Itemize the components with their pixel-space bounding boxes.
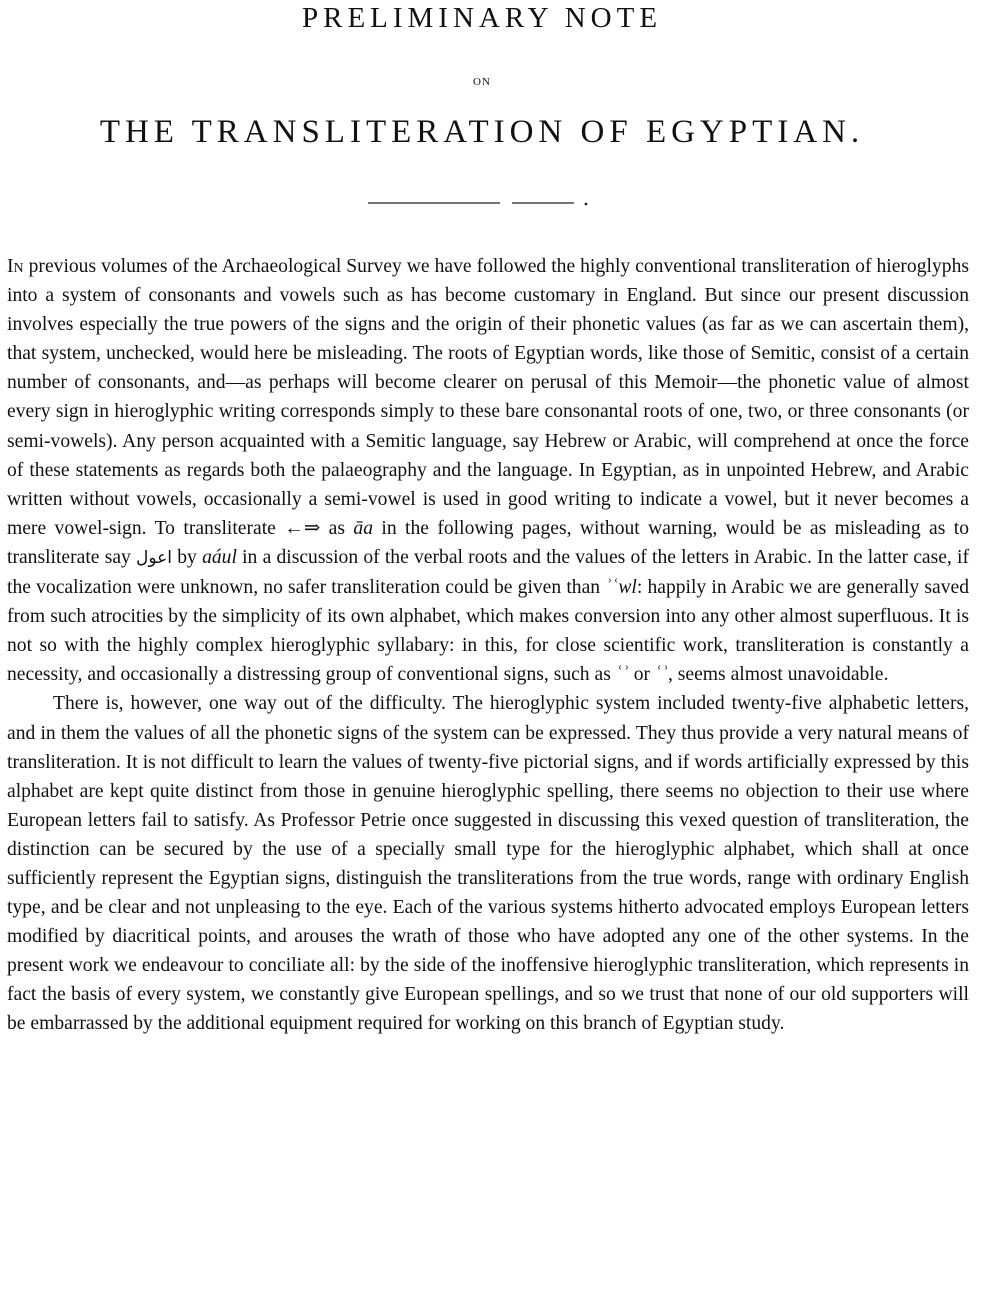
arabic-word: اعول (136, 547, 173, 568)
ornament-divider-icon (362, 198, 602, 210)
text-run: There is, however, one way out of the difficulty. The hieroglyphic system included twenty-five alphabetic letters, and in them the values of all the phonetic signs of the system can be expressed. They thus provide a very natural means of transliteration. It is not difficult to learn the values of twenty-five pictorial signs, and if words artificially expressed by this alphabet are kept quite distinct from those in genuine hieroglyphic spelling, there seems no objection to their use where European letters fail to satisfy. As Professor Petrie once suggested in discussing this vexed question of transliteration, the distinction can be secured by the use of a specially small type for the hieroglyphic alphabet, which shall at once sufficiently represent the Egyptian signs, distinguish the transliterations from the true words, range with ordinary English type, and be clear and not unpleasing to the eye. Each of the various systems hitherto advocated employs European letters modified by diacritical points, and arouses the wrath of those who have adopted any one of the other systems. In the present work we endeavour to conciliate all: by the side of the inoffensive hieroglyphic transliteration, which represents in fact the basis of every system, we constantly give European spellings, and so we trust that none of our old supporters will be embarrassed by the additional equipment required for working on this branch of Egyptian study. (7, 693, 969, 1035)
text-run: as (320, 517, 354, 539)
text-run: or (628, 664, 655, 686)
italic-transliteration: ʾʿwl (605, 577, 637, 599)
text-run: in a discussion of the verbal roots and the values of the letters in Arabic. In the latter case, if the vocalization were unknown, no safer transliteration could be given than (7, 546, 969, 599)
text-run: in the following pages, without warning, would be as misleading as to transliterate say (7, 517, 969, 568)
page-title: PRELIMINARY NOTE (301, 2, 663, 34)
paragraph-2 (7, 689, 969, 1038)
text-run: : happily in Arabic we are generally saved from such atrocities by the simplicity of its own alphabet, which makes conversion into any other almost superfluous. It is not so with the highly complex hieroglyphic syllabary: in this, for close scientific work, transliteration is constantly a necessity, and occasionally a distressing group of conventional signs, such as (7, 577, 969, 686)
italic-transliteration: ʿʾ (654, 664, 668, 686)
paragraph-lead-word: In (7, 256, 24, 277)
text-run: by (172, 546, 203, 568)
title-connector: ON (473, 76, 491, 88)
italic-transliteration: ʿʾ (615, 664, 629, 686)
body-text (7, 252, 969, 1039)
page-subtitle: THE TRANSLITERATION OF EGYPTIAN. (99, 114, 865, 150)
italic-transliteration: aául (202, 546, 237, 568)
decorative-rule (0, 198, 964, 210)
italic-transliteration: āa (353, 517, 373, 539)
paragraph-1 (7, 252, 969, 689)
text-run: previous volumes of the Archaeological Survey we have followed the highly conventional transliteration of hieroglyphs into a system of consonants and vowels such as has become customary in England. But since our present discussion involves especially the true powers of the signs and the origin of their phonetic values (as far as we can ascertain them), that system, unchecked, would here be misleading. The roots of Egyptian words, like those of Semitic, consist of a certain number of consonants, and—as perhaps will become clearer on perusal of this Memoir—the phonetic value of almost every sign in hieroglyphic writing corresponds simply to these bare consonantal roots of one, two, or three consonants (or semi-vowels). Any person acquainted with a Semitic language, say Hebrew or Arabic, will comprehend at once the force of these statements as regards both the palaeography and the language. In Egyptian, as in unpointed Hebrew, and Arabic written without vowels, occasionally a semi-vowel is used in good writing to indicate a vowel, but it never becomes a mere vowel-sign. To transliterate (7, 256, 969, 539)
hieroglyph-sign: ←⇒ (284, 517, 321, 539)
text-run: , seems almost unavoidable. (667, 664, 889, 686)
